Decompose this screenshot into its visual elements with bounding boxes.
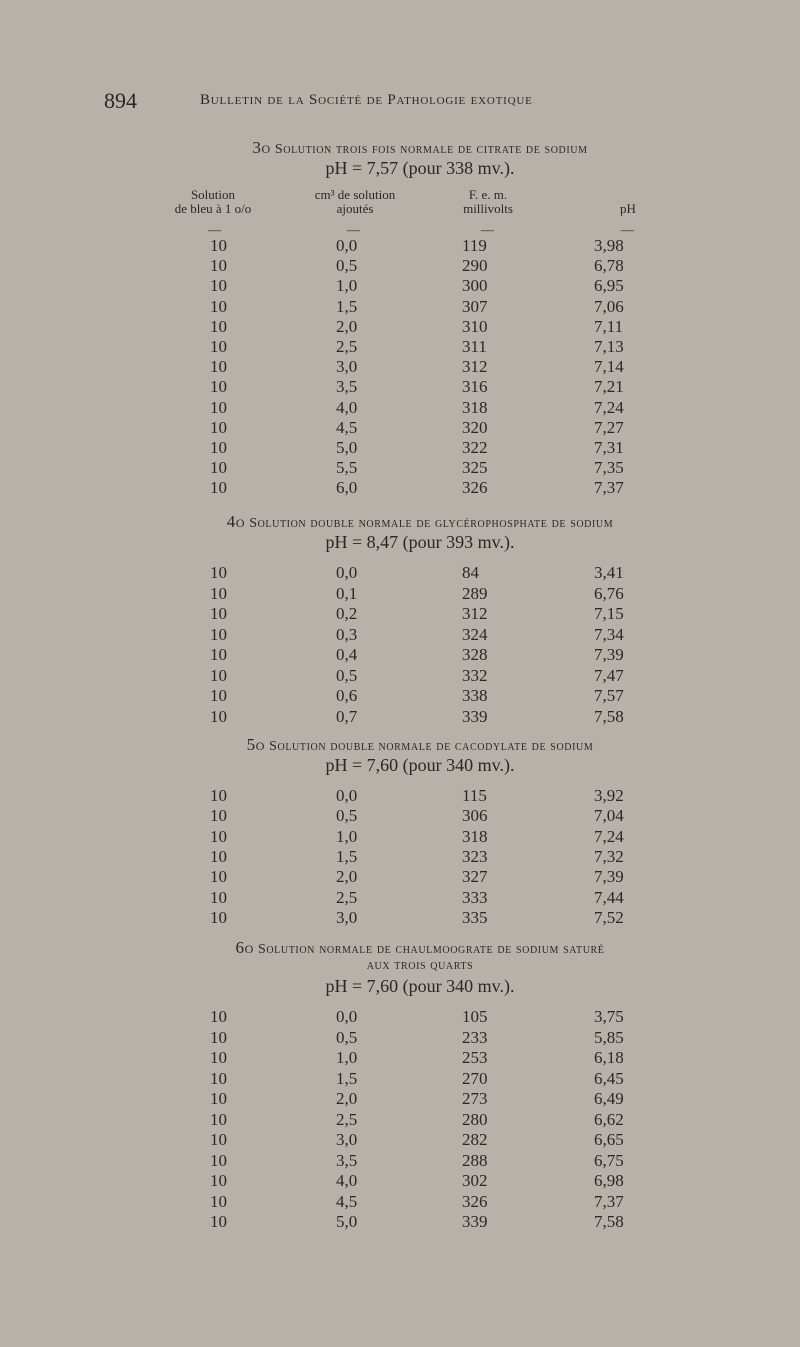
table-cell: 10 — [210, 826, 227, 846]
table-cell: 7,06 — [594, 296, 624, 316]
table-cell: 10 — [210, 1191, 227, 1211]
table-row — [0, 297, 800, 317]
section-title-text: Solution normale de chaulmoograte de sodium saturé — [257, 942, 605, 957]
table-cell: 10 — [210, 1171, 227, 1190]
column-header-line: de bleu à 1 o/o — [174, 201, 252, 216]
section-6-title-line2: aux trois quarts — [366, 958, 474, 973]
table-cell: 10 — [210, 1109, 227, 1129]
table-cell: 0,2 — [336, 604, 358, 623]
table-cell: 10 — [210, 1212, 227, 1231]
table-cell: 333 — [462, 887, 488, 907]
table-cell: 10 — [210, 686, 227, 705]
table-cell: 115 — [462, 786, 487, 805]
table-row — [0, 1171, 800, 1191]
table-cell: 335 — [462, 907, 488, 927]
table-cell: 2,5 — [336, 887, 358, 907]
table-row — [0, 666, 800, 686]
table-row — [0, 276, 800, 296]
column-header-line: cm³ de solution — [314, 187, 396, 202]
table-cell: 7,04 — [594, 806, 624, 826]
table-row — [0, 1007, 800, 1027]
table-cell: 3,98 — [594, 236, 624, 255]
table-cell: 10 — [210, 316, 227, 336]
table-cell: 1,5 — [336, 846, 358, 866]
table-cell: 7,31 — [594, 438, 624, 457]
table-cell: 10 — [210, 337, 227, 356]
table-row — [0, 686, 800, 706]
table-cell: 10 — [210, 478, 227, 498]
section-title-text: Solution trois fois normale de citrate de sodium — [274, 142, 588, 157]
table-cell: 326 — [462, 1191, 488, 1211]
table-cell: 328 — [462, 645, 488, 664]
table-cell: 306 — [462, 806, 488, 826]
table-cell: 10 — [210, 438, 227, 457]
column-header-line: ajoutés — [336, 201, 374, 216]
table-cell: 290 — [462, 256, 488, 276]
table-cell: 7,44 — [594, 887, 624, 907]
table-cell: 6,65 — [594, 1130, 624, 1149]
table-cell: 3,41 — [594, 563, 624, 582]
table-cell: 5,0 — [336, 1212, 358, 1231]
table-row — [0, 908, 800, 928]
table-cell: 1,0 — [336, 276, 358, 296]
table-cell: 1,5 — [336, 1068, 358, 1088]
table-cell: 310 — [462, 316, 488, 336]
table-row — [0, 438, 800, 458]
table-cell: 7,32 — [594, 846, 624, 866]
section-4-subtitle: pH = 8,47 (pour 393 mv.). — [325, 532, 515, 552]
table-cell: 0,7 — [336, 706, 358, 726]
table-cell: 10 — [210, 645, 227, 664]
table-cell: 2,0 — [336, 867, 358, 887]
table-cell: 6,62 — [594, 1109, 624, 1129]
table-cell: 7,39 — [594, 867, 624, 887]
table-cell: 10 — [210, 604, 227, 623]
column-header-line: F. e. m. — [468, 187, 508, 202]
table-cell: 6,95 — [594, 276, 624, 296]
table-row — [0, 1130, 800, 1150]
table-cell: 10 — [210, 583, 227, 603]
table-cell: 7,37 — [594, 1191, 624, 1211]
table-cell: 312 — [462, 604, 488, 623]
table-cell: 1,5 — [336, 296, 358, 316]
table-cell: 10 — [210, 357, 227, 377]
section-number: 6o — [235, 938, 254, 957]
table-cell: 253 — [462, 1048, 488, 1067]
table-cell: 10 — [210, 417, 227, 437]
table-cell: 302 — [462, 1171, 488, 1190]
table-cell: 318 — [462, 397, 488, 417]
section-3-subtitle: pH = 7,57 (pour 338 mv.). — [325, 158, 515, 178]
table-cell: 289 — [462, 583, 488, 603]
table-row — [0, 1110, 800, 1130]
table-cell: 10 — [210, 563, 227, 582]
section-4-title — [150, 512, 690, 532]
table-cell: 327 — [462, 867, 488, 887]
table-row — [0, 827, 800, 847]
running-title: Bulletin de la Société de Pathologie exotique — [200, 92, 533, 108]
table-cell: 0,5 — [336, 665, 358, 685]
table-cell: 6,49 — [594, 1089, 624, 1108]
table-cell: 7,11 — [594, 316, 624, 336]
table-row — [0, 1151, 800, 1171]
table-cell: 0,5 — [336, 1027, 358, 1047]
table-cell: 10 — [210, 296, 227, 316]
table-cell: 6,75 — [594, 1150, 624, 1170]
table-cell: 6,76 — [594, 583, 624, 603]
table-cell: 7,58 — [594, 706, 624, 726]
table-row — [0, 1048, 800, 1068]
table-row — [0, 377, 800, 397]
table-cell: 339 — [462, 706, 488, 726]
section-6-subtitle: pH = 7,60 (pour 340 mv.). — [325, 976, 515, 996]
table-cell: 10 — [210, 1068, 227, 1088]
table-cell: 3,5 — [336, 377, 358, 397]
table-cell: 4,5 — [336, 417, 358, 437]
table-row — [0, 847, 800, 867]
table-cell: 280 — [462, 1109, 488, 1129]
table-cell: 0,3 — [336, 624, 358, 644]
table-cell: 3,0 — [336, 1130, 358, 1149]
table-cell: 0,0 — [336, 563, 358, 582]
section-title-text: Solution double normale de glycérophosphate de sodium — [249, 516, 614, 531]
column-header-cm3 — [285, 188, 425, 216]
section-number: 5o — [246, 735, 266, 754]
section-number: 3o — [252, 138, 271, 157]
section-number: 4o — [226, 512, 246, 531]
table-row — [0, 478, 800, 498]
table-row — [0, 1192, 800, 1212]
table-cell: 10 — [210, 377, 227, 397]
table-row — [0, 888, 800, 908]
table-row — [0, 236, 800, 256]
table-cell: 7,39 — [594, 645, 624, 664]
table-row — [0, 1069, 800, 1089]
table-cell: 7,27 — [594, 417, 624, 437]
column-header-fem — [428, 188, 548, 216]
table-row — [0, 1212, 800, 1232]
table-cell: 2,5 — [336, 1109, 358, 1129]
column-header-solution — [148, 188, 278, 216]
table-cell: 0,6 — [336, 686, 358, 705]
table-cell: 7,15 — [594, 604, 624, 623]
table-cell: 105 — [462, 1007, 488, 1026]
table-cell: 233 — [462, 1027, 488, 1047]
table-cell: 273 — [462, 1089, 488, 1108]
page-number: 894 — [104, 88, 137, 113]
table-cell: 338 — [462, 686, 488, 705]
table-cell: 10 — [210, 236, 227, 255]
table-cell: 10 — [210, 846, 227, 866]
table-cell: 10 — [210, 624, 227, 644]
column-header-line: pH — [620, 201, 636, 216]
table-row — [0, 398, 800, 418]
table-cell: 307 — [462, 296, 488, 316]
table-row — [0, 1089, 800, 1109]
table-cell: 7,34 — [594, 624, 624, 644]
table-row — [0, 786, 800, 806]
table-row — [0, 707, 800, 727]
table-cell: 7,14 — [594, 357, 624, 377]
table-cell: 7,47 — [594, 665, 624, 685]
table-row — [0, 563, 800, 583]
table-row — [0, 604, 800, 624]
table-cell: 3,0 — [336, 907, 358, 927]
table-cell: 1,0 — [336, 826, 358, 846]
table-row — [0, 806, 800, 826]
table-cell: 4,5 — [336, 1191, 358, 1211]
table-cell: 10 — [210, 806, 227, 826]
table-row — [0, 625, 800, 645]
table-cell: 10 — [210, 458, 227, 478]
table-cell: 288 — [462, 1150, 488, 1170]
table-row — [0, 458, 800, 478]
section-title-text: Solution double normale de cacodylate de sodium — [269, 739, 594, 754]
table-cell: 10 — [210, 887, 227, 907]
column-dash: — — [621, 222, 634, 237]
table-cell: 10 — [210, 397, 227, 417]
table-cell: 10 — [210, 1089, 227, 1108]
table-cell: 320 — [462, 417, 488, 437]
table-cell: 339 — [462, 1212, 488, 1231]
table-cell: 10 — [210, 867, 227, 887]
table-cell: 6,98 — [594, 1171, 624, 1190]
section-5-title — [150, 735, 690, 755]
table-cell: 7,21 — [594, 377, 624, 397]
table-cell: 10 — [210, 1130, 227, 1149]
table-cell: 322 — [462, 438, 488, 457]
table-cell: 10 — [210, 1007, 227, 1026]
table-cell: 0,4 — [336, 645, 358, 664]
column-header-line: Solution — [190, 187, 236, 202]
table-cell: 325 — [462, 458, 488, 478]
table-cell: 5,5 — [336, 458, 358, 478]
table-row — [0, 256, 800, 276]
table-cell: 7,37 — [594, 478, 624, 498]
table-cell: 10 — [210, 1027, 227, 1047]
table-cell: 7,24 — [594, 826, 624, 846]
table-cell: 10 — [210, 706, 227, 726]
table-cell: 6,45 — [594, 1068, 624, 1088]
table-row — [0, 337, 800, 357]
table-cell: 5,0 — [336, 438, 358, 457]
table-cell: 5,85 — [594, 1027, 624, 1047]
table-cell: 326 — [462, 478, 488, 498]
table-cell: 3,0 — [336, 357, 358, 377]
page-header — [104, 88, 664, 112]
table-cell: 10 — [210, 786, 227, 805]
table-cell: 300 — [462, 276, 488, 296]
table-cell: 119 — [462, 236, 487, 255]
table-cell: 10 — [210, 907, 227, 927]
table-cell: 0,5 — [336, 806, 358, 826]
table-cell: 10 — [210, 1150, 227, 1170]
table-row — [0, 867, 800, 887]
table-row — [0, 317, 800, 337]
table-cell: 4,0 — [336, 1171, 358, 1190]
table-cell: 4,0 — [336, 397, 358, 417]
table-cell: 3,92 — [594, 786, 624, 805]
table-cell: 3,5 — [336, 1150, 358, 1170]
table-cell: 312 — [462, 357, 488, 377]
table-cell: 2,0 — [336, 316, 358, 336]
table-cell: 10 — [210, 256, 227, 276]
table-cell: 1,0 — [336, 1048, 358, 1067]
table-cell: 7,24 — [594, 397, 624, 417]
table-cell: 311 — [462, 337, 487, 356]
column-header-line: millivolts — [463, 201, 513, 216]
table-row — [0, 645, 800, 665]
column-header-ph — [598, 202, 658, 216]
table-cell: 10 — [210, 1048, 227, 1067]
table-cell: 282 — [462, 1130, 488, 1149]
table-cell: 316 — [462, 377, 488, 397]
table-cell: 10 — [210, 665, 227, 685]
table-cell: 7,35 — [594, 458, 624, 478]
table-cell: 0,1 — [336, 583, 358, 603]
table-cell: 2,0 — [336, 1089, 358, 1108]
table-cell: 84 — [462, 563, 479, 582]
table-cell: 0,5 — [336, 256, 358, 276]
table-cell: 6,0 — [336, 478, 358, 498]
table-row — [0, 1028, 800, 1048]
table-row — [0, 357, 800, 377]
column-dash: — — [481, 222, 494, 237]
table-cell: 6,18 — [594, 1048, 624, 1067]
table-cell: 7,58 — [594, 1212, 624, 1231]
table-cell: 323 — [462, 846, 488, 866]
table-cell: 3,75 — [594, 1007, 624, 1026]
column-dash: — — [208, 222, 221, 237]
section-6-title — [150, 938, 690, 958]
table-cell: 0,0 — [336, 1007, 358, 1026]
table-cell: 332 — [462, 665, 488, 685]
table-cell: 10 — [210, 276, 227, 296]
table-cell: 318 — [462, 826, 488, 846]
table-cell: 7,57 — [594, 686, 624, 705]
table-cell: 0,0 — [336, 236, 358, 255]
table-cell: 0,0 — [336, 786, 358, 805]
table-row — [0, 584, 800, 604]
section-5-subtitle: pH = 7,60 (pour 340 mv.). — [325, 755, 515, 775]
table-cell: 7,52 — [594, 907, 624, 927]
table-cell: 324 — [462, 624, 488, 644]
column-dash: — — [347, 222, 360, 237]
table-row — [0, 418, 800, 438]
section-3-title — [150, 138, 690, 158]
table-cell: 270 — [462, 1068, 488, 1088]
table-cell: 6,78 — [594, 256, 624, 276]
table-cell: 2,5 — [336, 337, 358, 356]
table-cell: 7,13 — [594, 337, 624, 356]
